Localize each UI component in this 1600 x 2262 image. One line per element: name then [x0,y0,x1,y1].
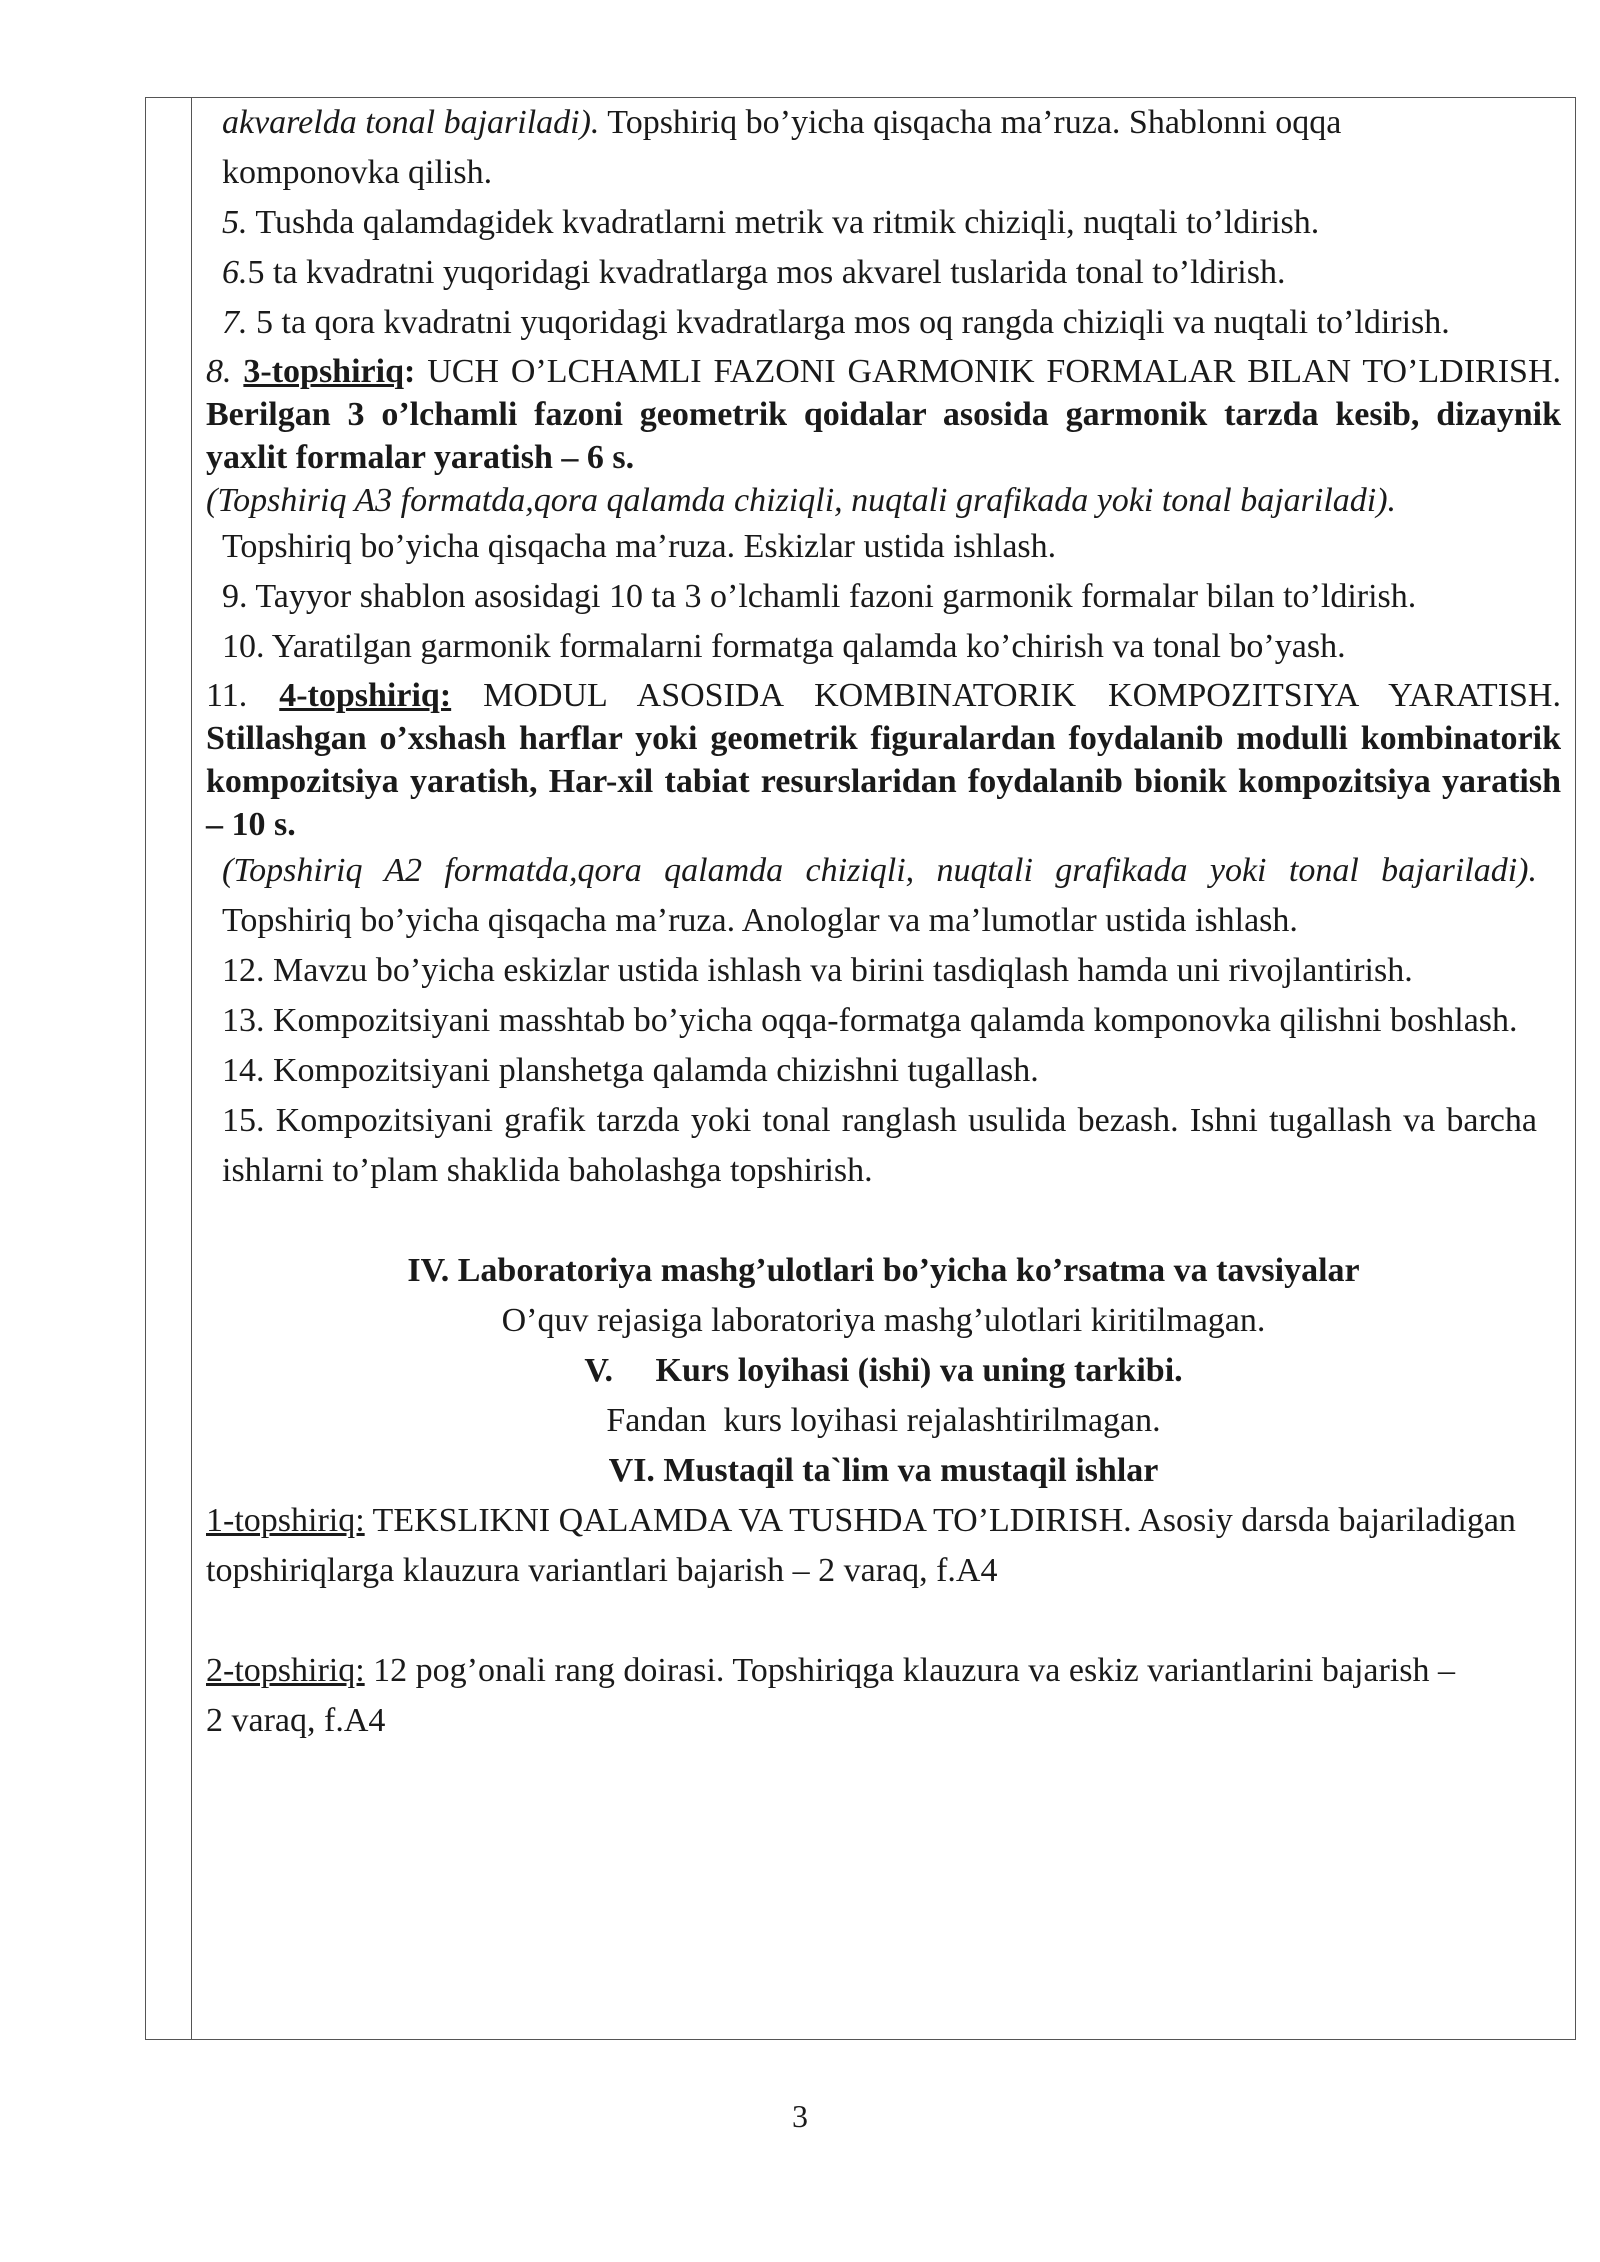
task-label: 2-topshiriq: [206,1652,365,1689]
item-number: 11. [206,677,280,714]
italic-text: (Topshiriq A2 formatda,qora qalamda chiziqli, nuqtali grafikada yoki tonal bajariladi). [222,852,1537,889]
task3-heading [206,348,1561,479]
colon: : [403,353,416,390]
list-item-15: 15. Kompozitsiyani grafik tarzda yoki tonal ranglash usulida bezash. Ishni tugallash va barcha ishlarni to’plam shaklida baholashga topshirish. [222,1102,1537,1189]
item-text: 5 ta kvadratni yuqoridagi kvadratlarga mos akvarel tuslarida tonal to’ldirish. [247,254,1286,291]
task-description: Stillashgan o’xshash harflar yoki geometrik figuralardan foydalanib modulli kombinatorik kompozitsiya yaratish, Har-xil tabiat resurslaridan foydalanib bionik kompozitsiya yaratish – 10 s. [206,720,1561,843]
spacer [206,1596,1561,1646]
task4-note [206,846,1561,946]
task3-note: (Topshiriq A3 formatda,qora qalamda chiziqli, nuqtali grafikada yoki tonal bajariladi). [206,482,1397,519]
task-description: Berilgan 3 o’lchamli fazoni geometrik qoidalar asosida garmonik tarzda kesib, dizaynik yaxlit formalar yaratish – 6 s. [206,396,1561,476]
task-text: 12 pog’onali rang doirasi. Topshiriqga klauzura va eskiz variantlarini bajarish –2 varaq, f.A4 [206,1652,1456,1739]
section5-text: Fandan kurs loyihasi rejalashtirilmagan. [606,1402,1161,1439]
task-label: 4-topshiriq: [279,677,452,714]
list-item-9: 9. Tayyor shablon asosidagi 10 ta 3 o’lchamli fazoni garmonik formalar bilan to’ldirish. [222,578,1417,615]
text: komponovka qilish. [222,154,493,191]
italic-text: akvarelda tonal bajariladi). [222,104,600,141]
list-item-6 [206,248,1561,298]
item-number: 8. [206,353,232,390]
list-item-5 [206,198,1561,248]
item-number: 6. [222,254,248,291]
section6-heading: VI. Mustaqil ta`lim va mustaqil ishlar [608,1452,1159,1489]
section4-text: O’quv rejasiga laboratoriya mashg’ulotlari kiritilmagan. [501,1302,1266,1339]
spacer [206,1196,1561,1246]
independent-task-2 [206,1646,1561,1746]
content-table [145,97,1576,2040]
list-item-13: 13. Kompozitsiyani masshtab bo’yicha oqqa-formatga qalamda komponovka qilishni boshlash. [222,1002,1518,1039]
list-item-7 [206,298,1561,348]
item-number: 7. [222,304,248,341]
list-item-10: 10. Yaratilgan garmonik formalarni formatga qalamda ko’chirish va tonal bo’yash. [222,628,1346,665]
section5-heading: V. Kurs loyihasi (ishi) va uning tarkibi. [584,1352,1183,1389]
task-title: UCH O’LCHAMLI FAZONI GARMONIK FORMALAR BILAN TO’LDIRISH. [415,353,1562,390]
task-title: MODUL ASOSIDA KOMBINATORIK KOMPOZITSIYA YARATISH. [451,677,1561,714]
task-text: TEKSLIKNI QALAMDA VA TUSHDA TO’LDIRISH. Asosiy darsda bajariladigan topshiriqlarga klauzura variantlari bajarish – 2 varaq, f.A4 [206,1502,1516,1589]
task-label: 1-topshiriq: [206,1502,365,1539]
table-cell-content [206,98,1561,1746]
item-text: Tushda qalamdagidek kvadratlarni metrik va ritmik chiziqli, nuqtali to’ldirish. [247,204,1320,241]
section4-heading: IV. Laboratoriya mashg’ulotlari bo’yicha ko’rsatma va tavsiyalar [407,1252,1360,1289]
paragraph-continuation [206,98,1561,198]
page-number: 3 [792,2098,808,2134]
task-label: 3-topshiriq [243,353,404,390]
independent-task-1 [206,1496,1561,1596]
list-item-12: 12. Mavzu bo’yicha eskizlar ustida ishlash va birini tasdiqlash hamda uni rivojlantirish. [222,952,1413,989]
task4-heading [206,672,1561,846]
task3-note-rest: Topshiriq bo’yicha qisqacha ma’ruza. Eskizlar ustida ishlash. [222,528,1057,565]
item-number: 5. [222,204,248,241]
text: Topshiriq bo’yicha qisqacha ma’ruza. Anologlar va ma’lumotlar ustida ishlash. [222,902,1298,939]
item-text: 5 ta qora kvadratni yuqoridagi kvadratlarga mos oq rangda chiziqli va nuqtali to’ldirish. [247,304,1450,341]
column-divider [191,98,192,2039]
text: Topshiriq bo’yicha qisqacha ma’ruza. Shablonni oqqa [599,104,1342,141]
list-item-14: 14. Kompozitsiyani planshetga qalamda chizishni tugallash. [222,1052,1039,1089]
